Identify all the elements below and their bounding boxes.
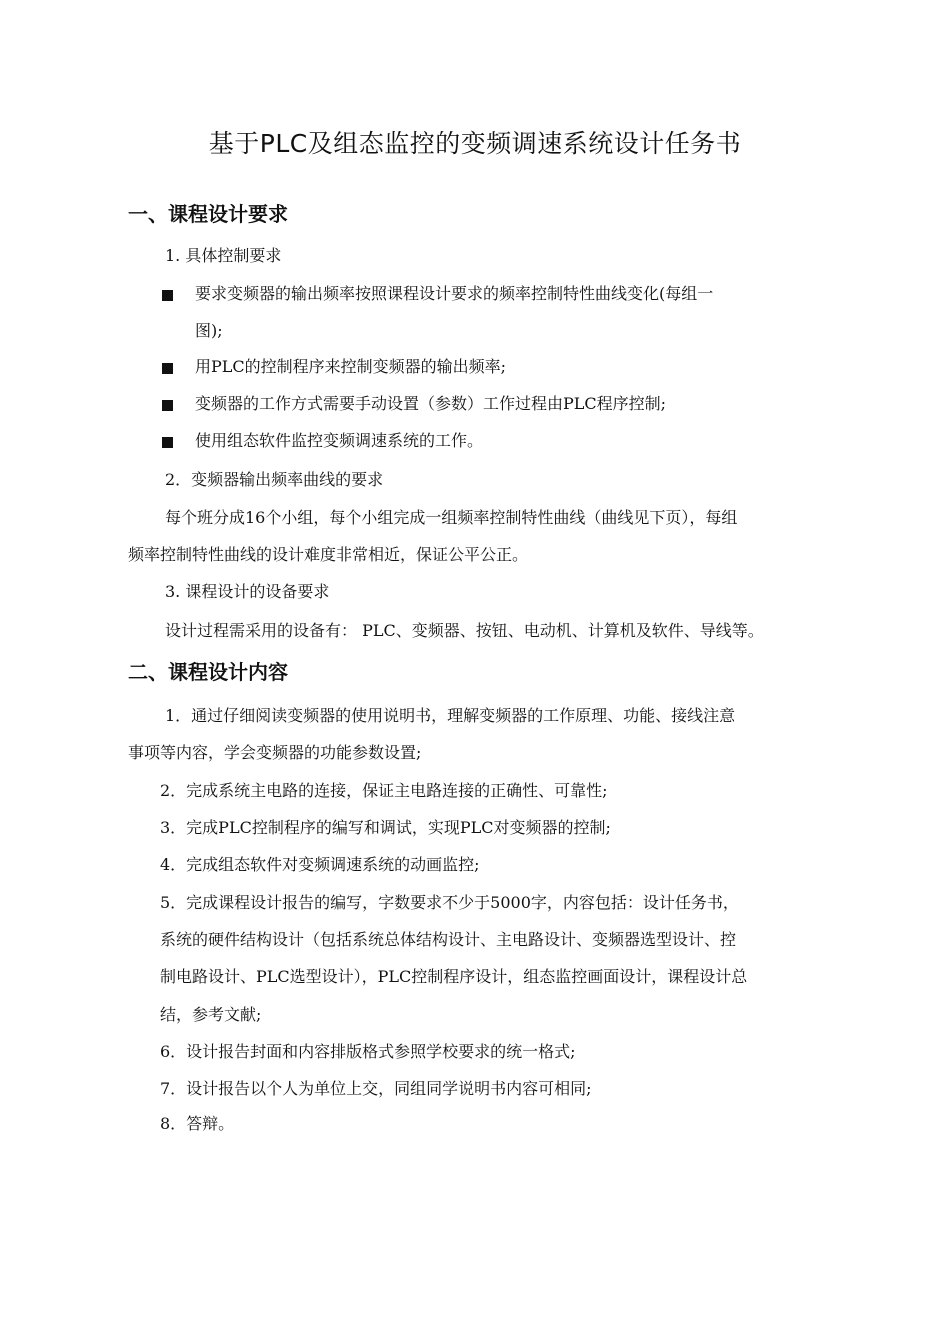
bullet-text-1-continued: 图); [195, 321, 223, 340]
content-item-6: 6．设计报告封面和内容排版格式参照学校要求的统一格式; [160, 1042, 576, 1061]
bullet-text-1: 要求变频器的输出频率按照课程设计要求的频率控制特性曲线变化(每组一 [195, 284, 714, 303]
item-3-paragraph: 设计过程需采用的设备有： PLC、变频器、按钮、电动机、计算机及软件、导线等。 [165, 621, 764, 640]
item-2-paragraph-line-1: 每个班分成16个小组，每个小组完成一组频率控制特性曲线（曲线见下页），每组 [165, 508, 738, 527]
bullet-square-icon [162, 290, 173, 301]
section-1-heading: 一、课程设计要求 [128, 202, 288, 226]
item-3-heading: 3. 课程设计的设备要求 [165, 582, 330, 601]
bullet-square-icon [162, 437, 173, 448]
bullet-text-2: 用PLC的控制程序来控制变频器的输出频率; [195, 357, 507, 376]
content-item-7: 7．设计报告以个人为单位上交，同组同学说明书内容可相同; [160, 1079, 592, 1098]
content-item-5-line-4: 结，参考文献; [160, 1005, 262, 1024]
content-item-1-line-2: 事项等内容，学会变频器的功能参数设置; [128, 743, 422, 762]
content-item-8: 8．答辩。 [160, 1114, 235, 1133]
item-1-heading: 1. 具体控制要求 [165, 246, 282, 265]
content-item-1-line-1: 1．通过仔细阅读变频器的使用说明书，理解变频器的工作原理、功能、接线注意 [165, 706, 736, 725]
content-item-5-line-3: 制电路设计、PLC选型设计），PLC控制程序设计，组态监控画面设计，课程设计总 [160, 967, 748, 986]
document-title: 基于PLC及组态监控的变频调速系统设计任务书 [208, 129, 742, 158]
bullet-square-icon [162, 400, 173, 411]
content-item-4: 4．完成组态软件对变频调速系统的动画监控; [160, 855, 480, 874]
item-2-paragraph-line-2: 频率控制特性曲线的设计难度非常相近，保证公平公正。 [128, 545, 529, 564]
content-item-5-line-1: 5．完成课程设计报告的编写，字数要求不少于5000字，内容包括：设计任务书， [160, 893, 739, 912]
content-item-3: 3．完成PLC控制程序的编写和调试，实现PLC对变频器的控制; [160, 818, 611, 837]
section-2-heading: 二、课程设计内容 [128, 660, 288, 684]
item-2-heading: 2．变频器输出频率曲线的要求 [165, 470, 384, 489]
bullet-text-3: 变频器的工作方式需要手动设置（参数）工作过程由PLC程序控制; [195, 394, 667, 413]
bullet-square-icon [162, 363, 173, 374]
bullet-text-4: 使用组态软件监控变频调速系统的工作。 [195, 431, 484, 450]
content-item-2: 2．完成系统主电路的连接，保证主电路连接的正确性、可靠性; [160, 781, 608, 800]
content-item-5-line-2: 系统的硬件结构设计（包括系统总体结构设计、主电路设计、变频器选型设计、控 [160, 930, 737, 949]
